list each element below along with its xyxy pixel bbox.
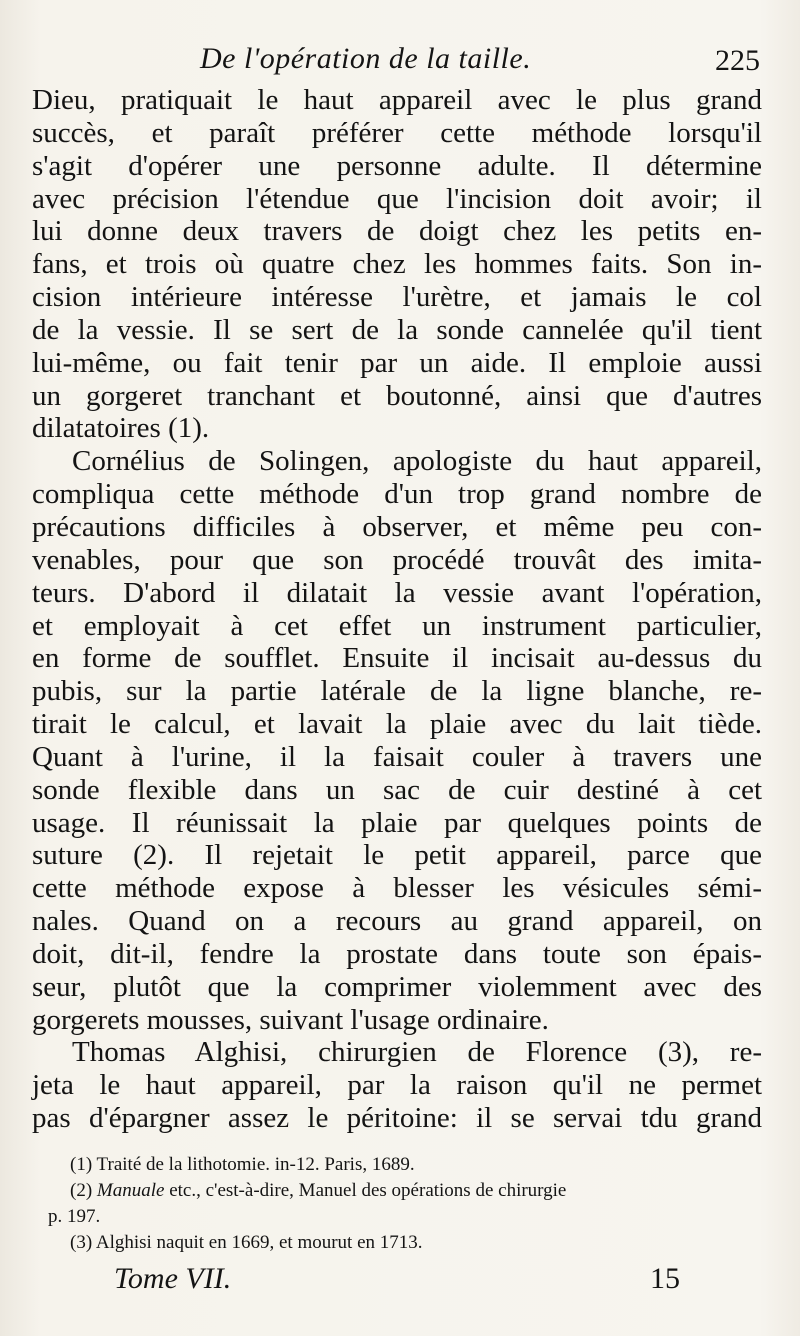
text-line: lui-même, ou fait tenir par un aide. Il emploie aussi (32, 346, 762, 379)
footnote-2 (70, 1178, 760, 1204)
text-line: de la vessie. Il se sert de la sonde cannelée qu'il tient (32, 313, 762, 346)
running-header (32, 42, 760, 88)
text-line: Thomas Alghisi, chirurgien de Florence (3), re- (72, 1036, 762, 1069)
text-line: cette méthode expose à blesser les vésicules sémi- (32, 872, 762, 905)
text-line: pubis, sur la partie latérale de la ligne blanche, re- (32, 675, 762, 708)
text-line: venables, pour que son procédé trouvât des imita- (32, 543, 762, 576)
text-line: fans, et trois où quatre chez les hommes faits. Son in- (32, 248, 762, 281)
footnote-3: (3) Alghisi naquit en 1669, et mourut en 1713. (70, 1232, 423, 1253)
text-line: en forme de soufflet. Ensuite il incisait au-dessus du (32, 642, 762, 675)
page-footer (114, 1262, 680, 1302)
text-line: usage. Il réunissait la plaie par quelques points de (32, 806, 762, 839)
text-line: teurs. D'abord il dilatait la vessie avant l'opération, (32, 576, 762, 609)
text-line: s'agit d'opérer une personne adulte. Il détermine (32, 149, 762, 182)
text-line: avec précision l'étendue que l'incision doit avoir; il (32, 182, 762, 215)
text-line: succès, et paraît préférer cette méthode lorsqu'il (32, 116, 762, 149)
footnote-2-marker: (2) (70, 1180, 93, 1201)
text-line: compliqua cette méthode d'un trop grand nombre de (32, 478, 762, 511)
text-line: dilatatoires (1). (32, 412, 210, 445)
text-line: suture (2). Il rejetait le petit appareil, parce que (32, 839, 762, 872)
footnote-1: (1) Traité de la lithotomie. in-12. Paris, 1689. (70, 1154, 415, 1175)
text-line: Quant à l'urine, il la faisait couler à travers une (32, 740, 762, 773)
text-line: gorgerets mousses, suivant l'usage ordinaire. (32, 1003, 549, 1036)
text-line: seur, plutôt que la comprimer violemment avec des (32, 970, 762, 1003)
text-line: sonde flexible dans un sac de cuir destiné à cet (32, 773, 762, 806)
text-line: lui donne deux travers de doigt chez les petits en- (32, 215, 762, 248)
volume-label: Tome VII. (114, 1262, 232, 1295)
footnote-2-work-title: Manuale (96, 1180, 165, 1201)
text-line: Dieu, pratiquait le haut appareil avec le plus grand (32, 84, 762, 116)
footnotes (48, 1152, 760, 1256)
text-line: jeta le haut appareil, par la raison qu'il ne permet (32, 1069, 762, 1102)
running-title: De l'opération de la taille. (200, 42, 532, 75)
footnote-2-continuation: p. 197. (48, 1206, 101, 1227)
text-line: nales. Quand on a recours au grand appareil, on (32, 905, 762, 938)
text-line: Cornélius de Solingen, apologiste du haut appareil, (72, 445, 762, 478)
text-line: précautions difficiles à observer, et même peu con- (32, 510, 762, 543)
text-line: doit, dit-il, fendre la prostate dans toute son épais- (32, 937, 762, 970)
footnote-2-text: etc., c'est-à-dire, Manuel des opérations de chirurgie (169, 1180, 567, 1201)
text-line: cision intérieure intéresse l'urètre, et jamais le col (32, 281, 762, 314)
text-line: un gorgeret tranchant et boutonné, ainsi que d'autres (32, 379, 762, 412)
text-line: tirait le calcul, et lavait la plaie avec du lait tiède. (32, 708, 762, 741)
text-line: pas d'épargner assez le péritoine: il se servai tdu grand (32, 1102, 762, 1135)
body-text (32, 84, 762, 1135)
text-line: et employait à cet effet un instrument particulier, (32, 609, 762, 642)
signature-mark: 15 (650, 1262, 680, 1295)
page-number: 225 (715, 44, 760, 77)
